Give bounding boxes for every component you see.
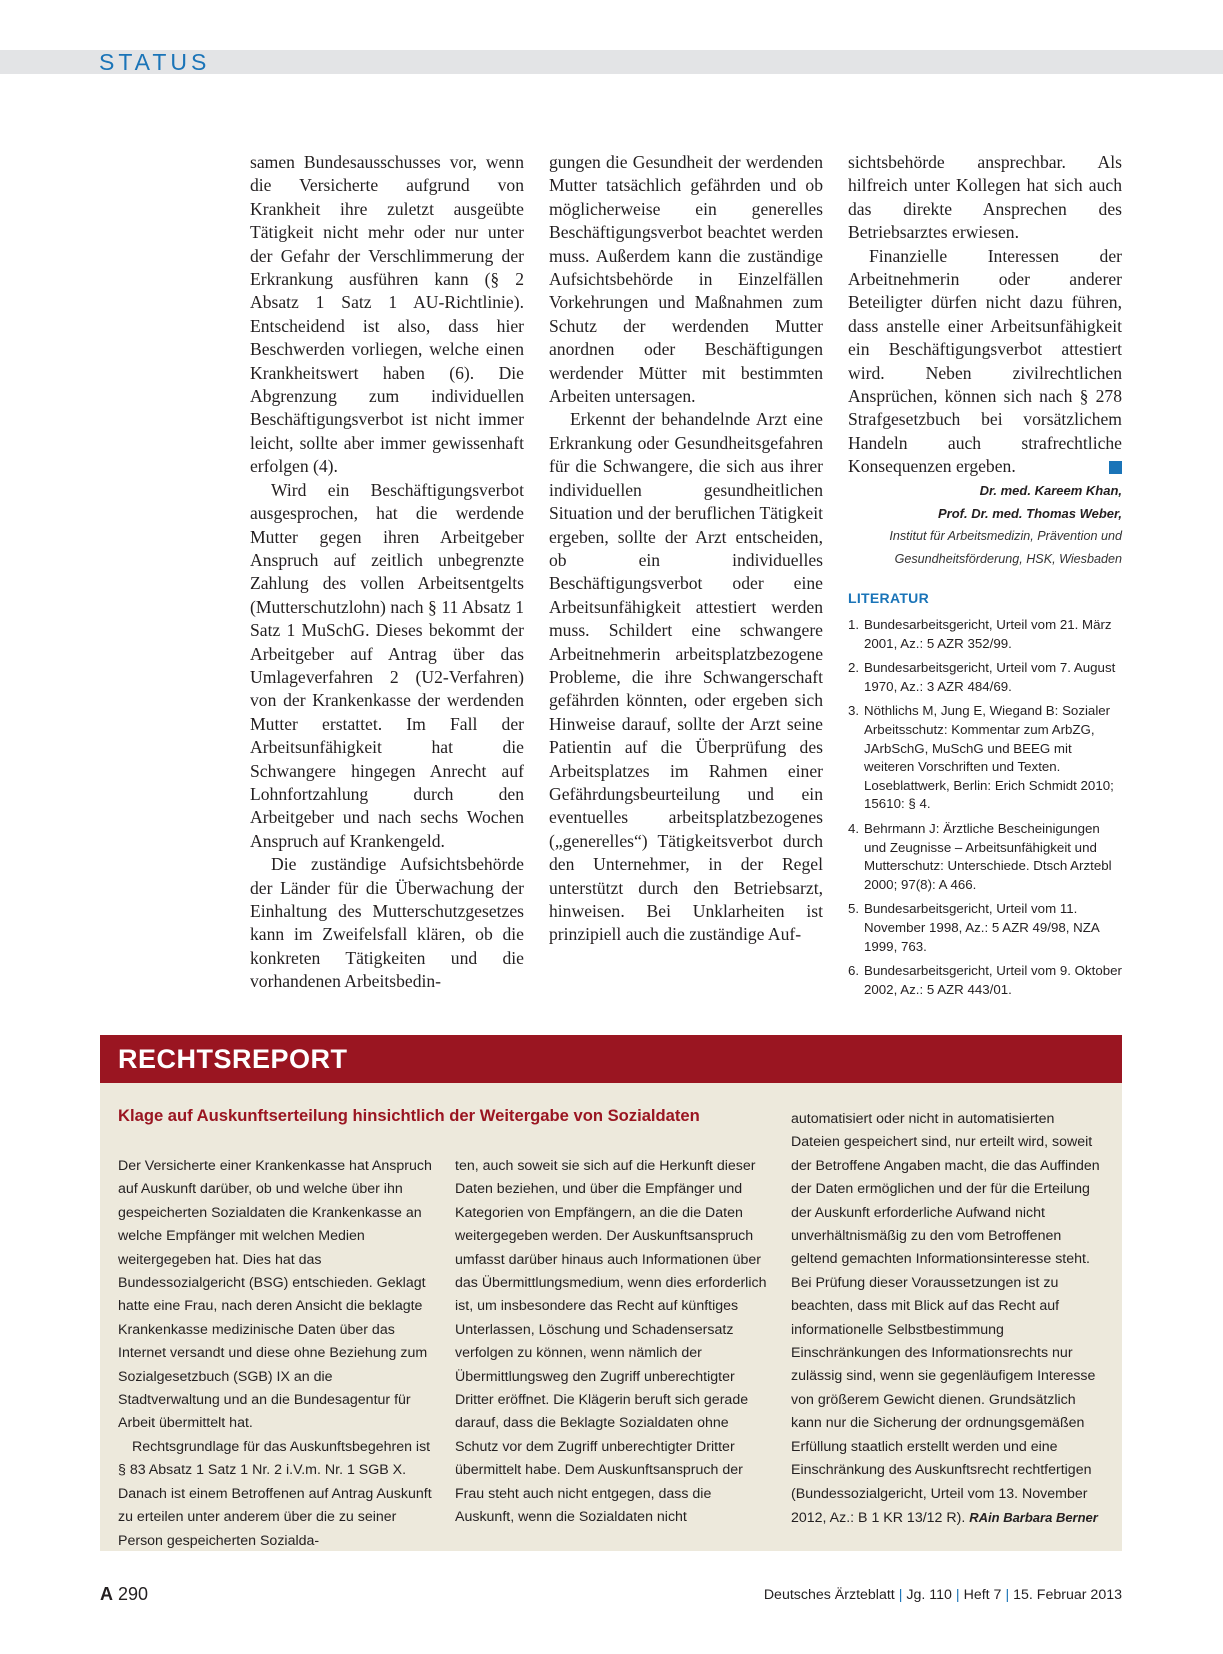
rechtsreport-column-3: [791, 1108, 1107, 1530]
footer-separator: |: [955, 1587, 960, 1603]
article-column-1: [250, 151, 524, 994]
journal-name: Deutsches Ärzteblatt: [763, 1587, 895, 1603]
rechtsreport-paragraph: ten, auch soweit sie sich auf die Herkunft dieser Daten beziehen, und über die Empfänger und Kategorien von Empfängern, an die die Daten weitergegeben werden. Der Auskunftsanspruch umfasst darüber hinaus auch Informationen über das Übermittlungsmedium, wenn dies erforderlich ist, um insbesondere das Recht auf künftiges Unterlassen, Löschung und Schadensersatz verfolgen zu können, wenn nämlich der Übermittlungsweg den Zugriff unberechtigter Dritter eröffnet. Die Klägerin beruft sich gerade darauf, dass die Beklagte Sozialdaten ohne Schutz vor dem Zugriff unberechtigter Dritter übermittelt habe. Dem Auskunftsanspruch der Frau steht auch nicht entgegen, dass die Auskunft, wenn die Sozialdaten nicht: [455, 1158, 767, 1526]
article-column-2: [549, 151, 823, 947]
rechtsreport-header: [100, 1035, 1122, 1083]
literature-heading: LITERATUR: [848, 589, 929, 606]
author-institution: Institut für Arbeitsmedizin, Prävention und: [889, 528, 1122, 543]
rechtsreport-headline: Klage auf Auskunftserteilung hinsichtlich der Weitergabe von Sozialdaten: [118, 1106, 700, 1125]
article-paragraph: samen Bundesausschusses vor, wenn die Versicherte aufgrund von Krankheit ihre zuletzt ausgeübte Tätigkeit nicht mehr oder nur unter der Gefahr der Verschlimmerung der Erkrankung ausführen kann (§ 2 Absatz 1 Satz 1 AU-Richtlinie). Entscheidend ist also, dass hier Beschwerden vorliegen, welche einen Krankheitswert haben (6). Die Abgrenzung zum individuellen Beschäftigungsverbot ist nicht immer leicht, sollte aber immer gewissenhaft erfolgen (4).: [250, 152, 524, 477]
section-label: STATUS: [99, 49, 211, 75]
article-paragraph: sichtsbehörde ansprechbar. Als hilfreich unter Kollegen hat sich auch das direkte Ansprechen des Betriebsarztes erwiesen.: [848, 152, 1122, 243]
article-paragraph: gungen die Gesundheit der werdenden Mutter tatsächlich gefährden und ob möglicherweise ein generelles Beschäftigungsverbot beachtet werden muss. Außerdem kann die zuständige Aufsichtsbehörde in Einzelfällen Vorkehrungen und Maßnahmen zum Schutz der werdenden Mutter anordnen oder Beschäftigungen werdender Mütter mit bestimmten Arbeiten untersagen.: [549, 152, 823, 407]
rechtsreport-column-1: [118, 1155, 434, 1553]
author-name: Prof. Dr. med. Thomas Weber,: [938, 505, 1122, 521]
end-of-article-square-icon: [1109, 461, 1122, 474]
journal-date: 15. Februar 2013: [1013, 1587, 1122, 1603]
literature-item: 5. Bundesarbeitsgericht, Urteil vom 11. November 1998, Az.: 5 AZR 49/98, NZA 1999, 763.: [848, 901, 1100, 954]
literature-item: 3. Nöthlichs M, Jung E, Wiegand B: Sozialer Arbeitsschutz: Kommentar zum ArbZG, JArbSchG, MuSchG und BEEG mit weiteren Vorschriften und Texten. Loseblattwerk, Berlin: Erich Schmidt 2010; 15610: § 4.: [848, 703, 1114, 812]
footer-separator: |: [1005, 1587, 1010, 1603]
journal-issue: Heft 7: [963, 1587, 1002, 1603]
article-paragraph: Erkennt der behandelnde Arzt eine Erkrankung oder Gesundheitsgefahren für die Schwangere, die sich aus ihrer individuellen gesundheitlichen Situation und der beruflichen Tätigkeit ergeben, sollte der Arzt entscheiden, ob ein individuelles Beschäftigungsverbot oder eine Arbeitsunfähigkeit attestiert werden muss. Schildert eine schwangere Arbeitnehmerin arbeitsplatzbezogene Probleme, die ihre Schwangerschaft gefährden könnten, oder ergeben sich Hinweise darauf, sollte der Arzt seine Patientin auf die Überprüfung des Arbeitsplatzes im Rahmen einer Gefährdungsbeurteilung und ein eventuelles arbeitsplatzbezogenes („generelles“) Tätigkeitsverbot durch den Unternehmer, in der Regel unterstützt durch den Betriebsarzt, hinweisen. Bei Unklarheiten ist prinzipiell auch die zuständige Auf-: [549, 409, 823, 945]
article-paragraph: Die zuständige Aufsichtsbehörde der Länder für die Überwachung der Einhaltung des Mutterschutzgesetzes kann im Zweifelsfall klären, ob die konkreten Tätigkeiten und die vorhandenen Arbeitsbedin-: [250, 854, 524, 992]
literature-item: 2. Bundesarbeitsgericht, Urteil vom 7. August 1970, Az.: 3 AZR 484/69.: [848, 660, 1116, 694]
article-paragraph: Finanzielle Interessen der Arbeitnehmerin oder anderer Beteiligter dürfen nicht dazu führen, dass anstelle einer Arbeitsunfähigkeit ein Beschäftigungsverbot attestiert wird. Neben zivilrechtlichen Ansprüchen, können sich nach § 278 Strafgesetzbuch bei vorsätzlichem Handeln auch strafrechtliche Konsequenzen ergeben.: [848, 245, 1122, 477]
article-paragraph: Wird ein Beschäftigungsverbot ausgesprochen, hat die werdende Mutter gegen ihren Arbeitgeber Anspruch auf zeitlich unbegrenzte Zahlung des vollen Arbeitsentgelts (Mutterschutzlohn) nach § 11 Absatz 1 Satz 1 MuSchG. Dieses bekommt der Arbeitgeber auf Antrag über das Umlageverfahren 2 (U2-Verfahren) von der Krankenkasse der werdenden Mutter erstattet. Im Fall der Arbeitsunfähigkeit hat die Schwangere hingegen Anrecht auf Lohnfortzahlung durch den Arbeitgeber und nach sechs Wochen Anspruch auf Krankengeld.: [250, 479, 524, 851]
article-column-3: [848, 151, 1122, 1005]
author-name: Dr. med. Kareem Khan,: [979, 482, 1122, 498]
rechtsreport-column-2: [455, 1155, 771, 1530]
journal-footer: [764, 1585, 1122, 1605]
rechtsreport-author: RAin Barbara Berner: [969, 1509, 1098, 1525]
journal-volume: Jg. 110: [906, 1587, 952, 1603]
literature-list: [848, 616, 1122, 999]
rechtsreport-paragraph: Der Versicherte einer Krankenkasse hat Anspruch auf Auskunft darüber, ob und welche über ihn gespeicherten Sozialdaten die Krankenkasse an welche Empfänger mit welchen Medien weitergegeben hat. Dies hat das Bundessozialgericht (BSG) entschieden. Geklagt hatte eine Frau, nach deren Ansicht die beklagte Krankenkasse medizinische Daten über das Internet versandt und diese ohne Beziehung zum Sozialgesetzbuch (SGB) IX an die Stadtverwaltung und an die Bundesagentur für Arbeit übermittelt hat.: [118, 1158, 432, 1432]
rechtsreport-paragraph: automatisiert oder nicht in automatisierten Dateien gespeichert sind, nur erteilt wird, soweit der Betroffene Angaben macht, die das Auffinden der Daten ermöglichen und der für die Erteilung der Auskunft erforderliche Aufwand nicht unverhältnismäßig zu den vom Betroffenen geltend gemachten Informationsinteresse steht. Bei Prüfung dieser Voraussetzungen ist zu beachten, dass mit Blick auf das Recht auf informationelle Selbstbestimmung Einschränkungen des Informationsrechts nur zulässig sind, wenn sie gegenläufigem Interesse von größerem Gewicht dienen. Grundsätzlich kann nur die Sicherung der ordnungsgemäßen Erfüllung staatlich erstellt werden und eine Einschränkung des Auskunftsrecht rechtfertigen (Bundessozialgericht, Urteil vom 13. November 2012, Az.: B 1 KR 13/12 R). RAin Barbara Berner: [791, 1111, 1100, 1526]
rechtsreport-paragraph: Rechtsgrundlage für das Auskunftsbegehren ist § 83 Absatz 1 Satz 1 Nr. 2 i.V.m. Nr. 1 SGB X. Danach ist einem Betroffenen auf Antrag Auskunft zu erteilen unter anderem über die zu seiner Person gespeicherten Sozialda-: [118, 1438, 432, 1549]
literature-item: 4. Behrmann J: Ärztliche Bescheinigungen und Zeugnisse – Arbeitsunfähigkeit und Mutterschutz: Unterschiede. Dtsch Arztebl 2000; 97(8): A 466.: [848, 821, 1112, 892]
page-number: A 290: [100, 1584, 149, 1604]
footer-separator: |: [898, 1587, 903, 1603]
literature-item: 1. Bundesarbeitsgericht, Urteil vom 21. März 2001, Az.: 5 AZR 352/99.: [848, 617, 1112, 651]
rechtsreport-title: RECHTSREPORT: [118, 1044, 348, 1074]
author-institution: Gesundheitsförderung, HSK, Wiesbaden: [894, 551, 1122, 566]
literature-item: 6. Bundesarbeitsgericht, Urteil vom 9. Oktober 2002, Az.: 5 AZR 443/01.: [848, 963, 1122, 997]
